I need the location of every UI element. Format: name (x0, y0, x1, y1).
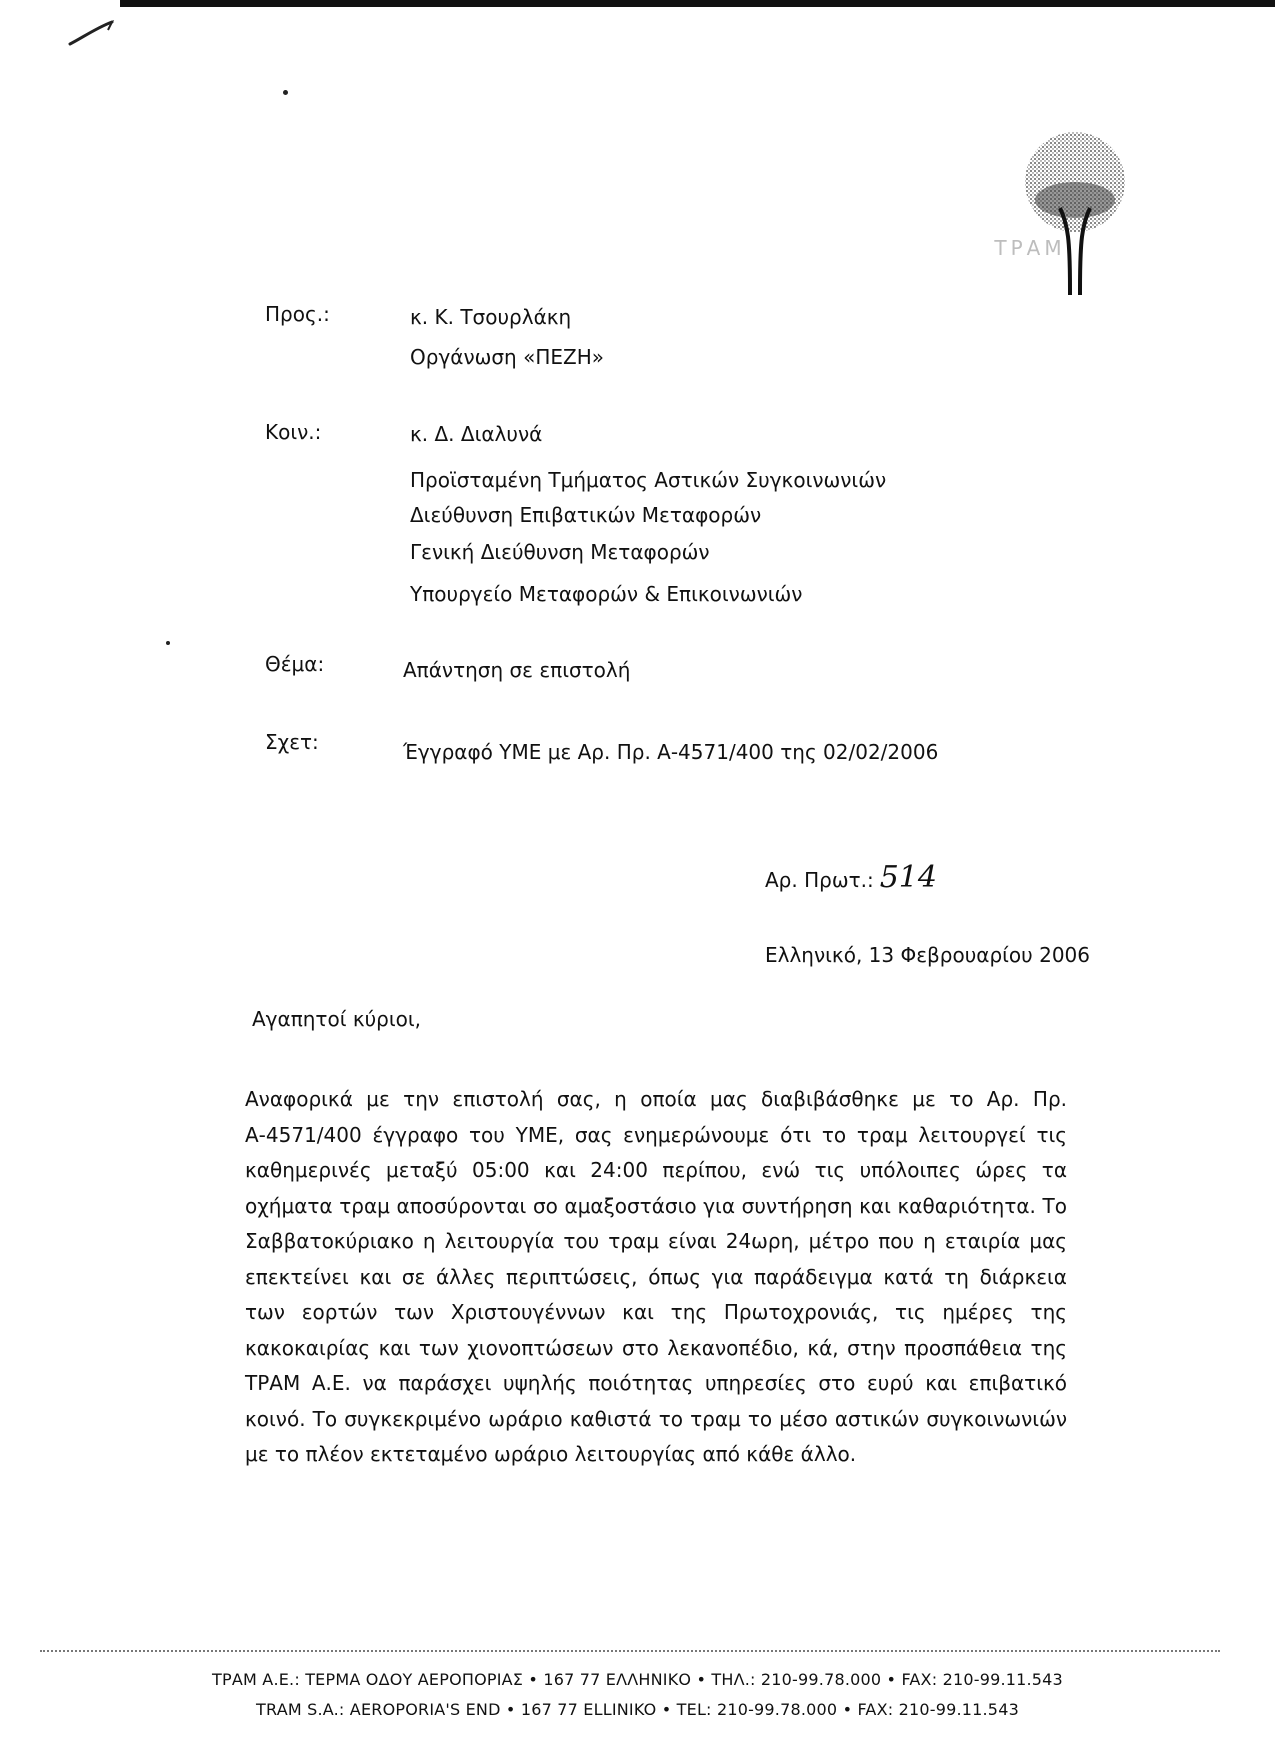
cc-line: Υπουργείο Μεταφορών & Επικοινωνιών (410, 582, 803, 606)
scan-speck (166, 641, 170, 645)
footer-separator (40, 1650, 1220, 1652)
subject-value: Απάντηση σε επιστολή (403, 658, 631, 682)
to-label: Προς.: (265, 302, 330, 326)
letter-body: Αναφορικά με την επιστολή σας, η οποία μας διαβιβάσθηκε με το Αρ. Πρ. Α-4571/400 έγγραφο του ΥΜΕ, σας ενημερώνουμε ότι το τραμ λειτουργεί τις καθημερινές μεταξύ 05:00 και 24:00 περίπου, ενώ τις υπόλοιπες ώρες τα οχήματα τραμ αποσύρονται σο αμαξοστάσιο για συντήρηση και καθαριότητα. Το Σαββατοκύριακο η λειτουργία του τραμ είναι 24ωρη, μέτρο που η εταιρία μας επεκτείνει και σε άλλες περιπτώσεις, όπως για παράδειγμα κατά τη διάρκεια των εορτών των Χριστουγέννων και της Πρωτοχρονιάς, τις ημέρες της κακοκαιρίας και των χιονοπτώσεων στο λεκανοπέδιο, κά, στην προσπάθεια της ΤΡΑΜ Α.Ε. να παράσχει υψηλής ποιότητας υπηρεσίες στο ευρύ και επιβατικό κοινό. Το συγκεκριμένο ωράριο καθιστά το τραμ το μέσο αστικών συγκοινωνιών με το πλέον εκτεταμένο ωράριο λειτουργίας από κάθε άλλο. (245, 1087, 1067, 1466)
to-line: κ. Κ. Τσουρλάκη (410, 305, 572, 329)
to-line: Οργάνωση «ΠΕΖΗ» (410, 345, 604, 369)
tram-tree-logo (990, 130, 1140, 300)
pen-mark-icon (68, 18, 116, 48)
cc-label: Κοιν.: (265, 420, 322, 444)
scan-speck (283, 90, 288, 95)
logo-wordmark: ΤΡΑΜ (994, 236, 1066, 260)
cc-line: Γενική Διεύθυνση Μεταφορών (410, 540, 710, 564)
reference-label: Σχετ: (265, 730, 319, 754)
letter-date: Ελληνικό, 13 Φεβρουαρίου 2006 (765, 943, 1090, 967)
reference-value: Έγγραφό ΥΜΕ με Αρ. Πρ. Α-4571/400 της 02/02/2006 (403, 740, 939, 764)
footer-address-latin: TRAM S.A.: AEROPORIA'S END • 167 77 ELLINIKO • TEL: 210-99.78.000 • FAX: 210-99.11.543 (256, 1700, 1019, 1719)
cc-line: κ. Δ. Διαλυνά (410, 422, 543, 446)
cc-line: Προϊσταμένη Τμήματος Αστικών Συγκοινωνιών (410, 468, 887, 492)
scan-edge-line (120, 0, 1275, 7)
greeting: Αγαπητοί κύριοι, (252, 1007, 422, 1031)
protocol-number (765, 860, 937, 895)
protocol-label: Αρ. Πρωτ.: (765, 868, 874, 892)
subject-label: Θέμα: (265, 652, 325, 676)
protocol-handwritten-number: 514 (879, 860, 937, 895)
cc-line: Διεύθυνση Επιβατικών Μεταφορών (410, 503, 762, 527)
footer-address-greek: ΤΡΑΜ Α.Ε.: ΤΕΡΜΑ ΟΔΟΥ ΑΕΡΟΠΟΡΙΑΣ • 167 77 ΕΛΛΗΝΙΚΟ • ΤΗΛ.: 210-99.78.000 • FAX: 210-99.11.543 (212, 1670, 1063, 1689)
